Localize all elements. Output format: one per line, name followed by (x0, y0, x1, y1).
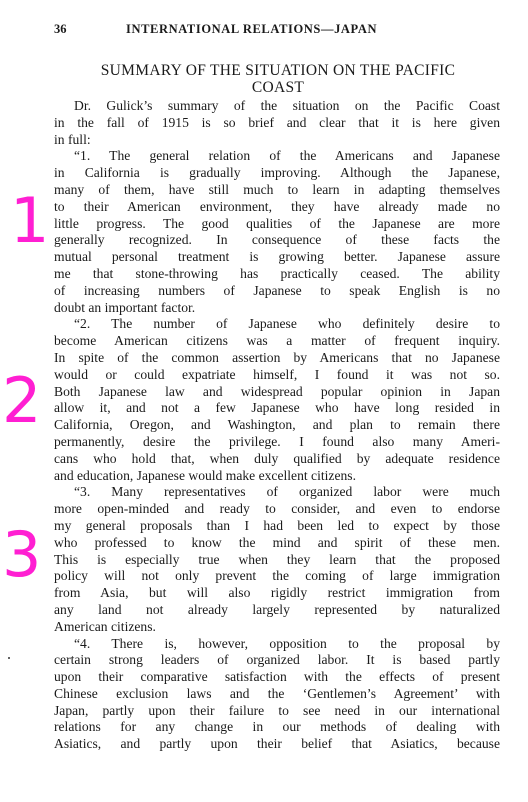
text-line: little progress. The good qualities of the Japanese are more (54, 215, 500, 231)
running-header (54, 22, 504, 42)
text-line: policy will not only prevent the coming of large immigration (54, 568, 500, 584)
section-title (48, 62, 508, 96)
text-line: “2. The number of Japanese who definitely desire to (74, 316, 500, 332)
handwritten-mark-2: 2 (2, 364, 42, 437)
text-line: and education, Japanese would make excellent citizens. (54, 467, 356, 483)
text-line: become American citizens was a matter of frequent inquiry. (54, 333, 500, 349)
text-line: “3. Many representatives of organized labor were much (74, 484, 500, 500)
text-line: any land not already largely represented by naturalized (54, 601, 500, 617)
text-line: Asiatics, and partly upon their belief that Asiatics, because (54, 736, 500, 752)
text-line: many of them, have still much to learn in adapting themselves (54, 181, 500, 197)
text-line: cans who hold that, when duly qualified by adequate residence (54, 450, 500, 466)
text-line: In spite of the common assertion by Americans that no Japanese (54, 349, 500, 365)
handwritten-mark-1: 1 (10, 184, 50, 257)
text-line: Japan, partly upon their failure to see need in our international (54, 702, 500, 718)
text-line: me that stone-throwing has practically ceased. The ability (54, 265, 500, 281)
text-line: doubt an important factor. (54, 299, 196, 315)
section-title-line: COAST (251, 79, 305, 96)
text-line: Dr. Gulick’s summary of the situation on the Pacific Coast (74, 98, 500, 113)
section-title-line: SUMMARY OF THE SITUATION ON THE PACIFIC (100, 62, 456, 79)
text-line: in full: (54, 131, 91, 147)
text-line: permanently, desire the privilege. I found also many Ameri- (54, 433, 500, 449)
text-line: in the fall of 1915 is so brief and clear that it is here given (54, 114, 500, 130)
text-line: of increasing numbers of Japanese to speak English is no (54, 282, 500, 298)
text-line: would or could expatriate himself, I found it was not so. (54, 366, 500, 382)
text-line: allow it, and not a few Japanese who have long resided in (54, 400, 500, 416)
stray-mark (8, 657, 10, 659)
text-line: This is especially true when they learn that the proposed (54, 551, 500, 567)
text-line: relations for any change in our methods of dealing with (54, 719, 500, 735)
text-line: generally recognized. In consequence of these facts the (54, 232, 500, 248)
text-line: upon their comparative satisfaction with the effects of present (54, 669, 500, 685)
text-line: Both Japanese law and widespread popular opinion in Japan (54, 383, 500, 399)
text-line: my general proposals than I had been led to expect by those (54, 517, 500, 533)
text-line: certain strong leaders of organized labor. It is based partly (54, 652, 500, 668)
text-line: Chinese exclusion laws and the ‘Gentlemen’s Agreement’ with (54, 685, 500, 701)
text-line: “1. The general relation of the Americans and Japanese (74, 148, 500, 164)
text-line: American citizens. (54, 618, 156, 634)
text-line: who professed to know the mind and spirit of these men. (54, 534, 500, 550)
handwritten-mark-3: 3 (2, 518, 42, 591)
text-line: in California is gradually improving. Although the Japanese, (54, 165, 500, 181)
text-line: to their American environment, they have already made no (54, 198, 500, 214)
running-title: INTERNATIONAL RELATIONS—JAPAN (126, 22, 378, 36)
page-number: 36 (54, 22, 67, 36)
text-line: “4. There is, however, opposition to the proposal by (74, 635, 500, 651)
text-line: California, Oregon, and Washington, and plan to remain there (54, 417, 500, 433)
body-text (54, 98, 500, 753)
text-line: more open-minded and ready to consider, and even to endorse (54, 501, 500, 517)
text-line: mutual personal treatment is growing better. Japanese assure (54, 249, 500, 265)
text-line: from Asia, but will also rigidly restrict immigration from (54, 585, 500, 601)
